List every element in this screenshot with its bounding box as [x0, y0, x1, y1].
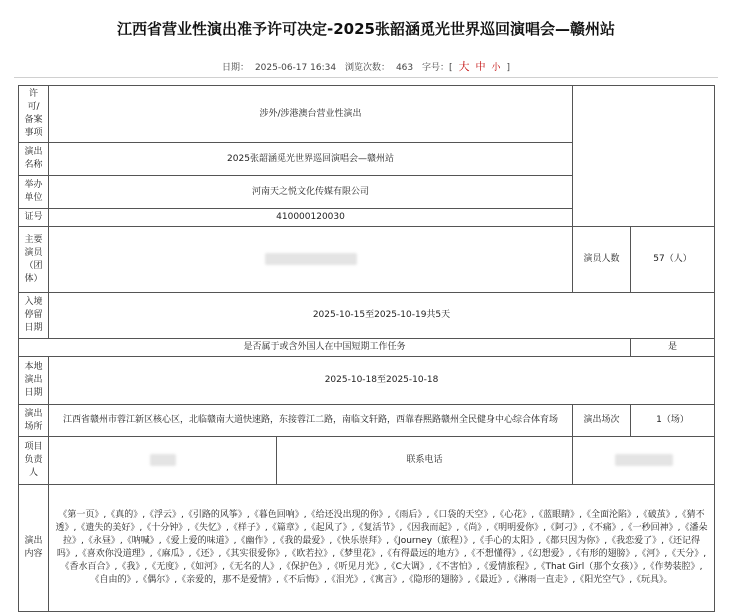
redacted-performers	[265, 253, 357, 265]
shows-label: 演出场次	[573, 405, 631, 437]
table-row	[19, 485, 715, 612]
views-label: 浏览次数：	[344, 63, 390, 73]
font-size-large-link[interactable]: 大	[458, 60, 470, 73]
shows-value: 1（场）	[631, 405, 715, 437]
font-size-small-link[interactable]: 小	[491, 63, 501, 73]
date-label: 日期：	[221, 63, 249, 73]
content-label: 演出内容	[19, 485, 49, 612]
organizer-value: 河南天之悦文化传媒有限公司	[49, 176, 573, 209]
foreign-task-value: 是	[631, 339, 715, 357]
table-row	[19, 405, 715, 437]
license-label: 许可/备案事项	[19, 86, 49, 143]
organizer-label: 举办单位	[19, 176, 49, 209]
cert-label: 证号	[19, 209, 49, 227]
local-dates-label: 本地演出日期	[19, 357, 49, 405]
date-value: 2025-06-17 16:34	[254, 63, 337, 73]
cert-value: 410000120030	[49, 209, 573, 227]
stay-value: 2025-10-15至2025-10-19共5天	[49, 293, 715, 339]
table-row	[19, 357, 715, 405]
redacted-manager	[150, 454, 176, 466]
stay-label: 入境停留日期	[19, 293, 49, 339]
performers-value	[49, 227, 573, 293]
table-row	[19, 227, 715, 293]
phone-label: 联系电话	[277, 437, 573, 485]
venue-value: 江西省赣州市蓉江新区核心区，北临赣南大道快速路，东接蓉江二路，南临文轩路，西靠春熙路赣州全民健身中心综合体育场	[49, 405, 573, 437]
table-row	[19, 339, 715, 357]
foreign-task-label: 是否属于或含外国人在中国短期工作任务	[19, 339, 631, 357]
show-name-value: 2025张韶涵觅光世界巡回演唱会—赣州站	[49, 143, 573, 176]
views-value: 463	[395, 63, 414, 73]
font-size-label: 字号：[	[422, 63, 453, 73]
show-name-label: 演出名称	[19, 143, 49, 176]
table-row	[19, 86, 715, 143]
permit-table	[18, 85, 715, 612]
article-meta	[0, 58, 732, 74]
manager-value	[49, 437, 277, 485]
venue-label: 演出场所	[19, 405, 49, 437]
phone-value	[573, 437, 715, 485]
redacted-phone	[615, 454, 673, 466]
content-value: 《第一页》,《真的》,《浮云》,《引路的风筝》,《暮色回响》,《给还没出现的你》,《雨后》,《口袋的天空》,《心花》,《蓝眼睛》,《全面沦陷》,《破茧》,《猜不透》,《遗失的美好》,《十分钟》,《失忆》,《样子》,《篇章》,《起风了》,《复活节》,《因我而起》,《尚》,《明明爱你》,《阿刁》,《不痛》,《一秒回神》,《潘朵拉》,《永昼》,《呐喊》,《爱上爱的味道》,《幽作》,《我的最爱》,《快乐崇拜》,《Journey（旅程）》,《手心的太阳》,《都只因为你》,《我恋爱了》,《还记得吗》,《喜欢你没道理》,《麻瓜》,《还》,《其实很爱你》,《欧若拉》,《梦里花》,《有得最远的地方》,《不想懂得》,《幻想爱》,《有形的翅膀》,《河》,《天分》,《香水百合》,《我》,《无度》,《如河》,《无名的人》,《保护色》,《听见月光》,《C大调》,《不害怕》,《爱情旅程》,《That Girl（那个女孩）》,《作势装腔》,《自由的》,《偶尔》,《亲爱的，那不是爱情》,《不后悔》,《泪光》,《寓言》,《隐形的翅膀》,《最近》,《淋雨一直走》,《阳光空气》,《玩具》。	[49, 485, 715, 612]
table-row	[19, 437, 715, 485]
performers-label: 主要演员（团体）	[19, 227, 49, 293]
divider	[14, 77, 718, 78]
blank-cell	[573, 86, 715, 227]
manager-label: 项目负责人	[19, 437, 49, 485]
performer-count-value: 57（人）	[631, 227, 715, 293]
table-row	[19, 293, 715, 339]
font-size-medium-link[interactable]: 中	[475, 62, 486, 73]
performer-count-label: 演员人数	[573, 227, 631, 293]
page-title: 江西省营业性演出准予许可决定-2025张韶涵觅光世界巡回演唱会—赣州站	[117, 20, 615, 38]
font-size-bracket: ]	[506, 63, 511, 73]
local-dates-value: 2025-10-18至2025-10-18	[49, 357, 715, 405]
license-value: 涉外/涉港澳台营业性演出	[49, 86, 573, 143]
